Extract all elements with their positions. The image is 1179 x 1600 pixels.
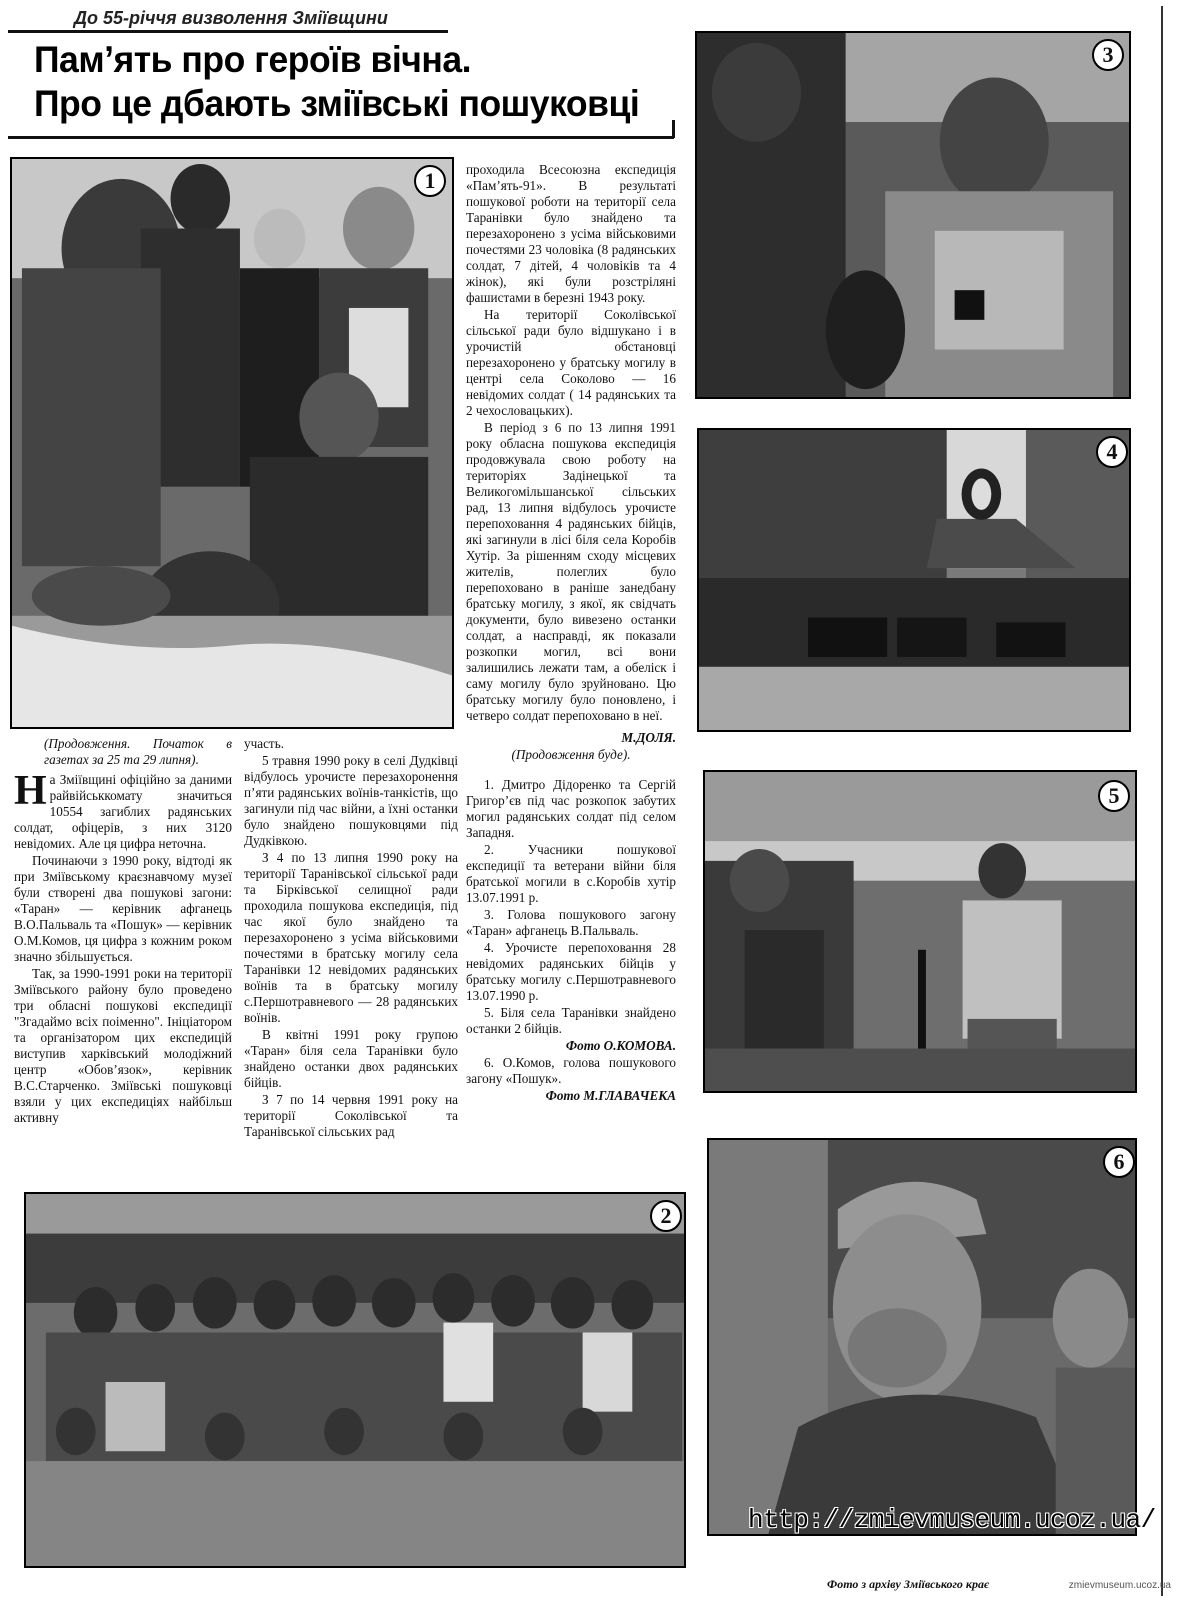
- caption-4: 4. Урочисте перепоховання 28 невідомих радянських бійців у братську могилу с.Першотравневого 13.07.1990 р.: [466, 940, 676, 1003]
- headline-line-1: Пам’ять про героїв вічна.: [34, 39, 472, 80]
- article-headline: [34, 38, 648, 126]
- article-paragraph-4: участь.: [244, 736, 285, 751]
- footer-site-label: zmievmuseum.ucoz.ua: [1068, 1580, 1171, 1591]
- author-signature: М.ДОЛЯ.: [621, 730, 676, 745]
- caption-1: 1. Дмитро Дідоренко та Сергій Григор’єв під час розкопок забутих могил радянських солдат під селом Западня.: [466, 777, 676, 840]
- article-paragraph-3: Так, за 1990-1991 роки на території Зміївського району було проведено три обласні пошукові експедиції "Згадаймо всіх поіменно". Ініціатором та організатором цих експедицій виступив харківський молодіжний центр «Обов’язок», керівник В.С.Старченко. Зміївські пошуковці взяли у цих експедиціях найбільш активну: [14, 966, 232, 1125]
- dropcap-letter: Н: [14, 768, 47, 814]
- photo-6: [707, 1138, 1137, 1536]
- article-column-3: [466, 162, 676, 1182]
- photo-credit-1: Фото О.КОМОВА.: [565, 1038, 676, 1053]
- article-kicker: До 55-річчя визволення Зміївщини: [74, 8, 388, 28]
- archive-credit: Фото з архіву Зміївського крає: [827, 1577, 989, 1591]
- site-watermark: http://zmievmuseum.ucoz.ua/: [748, 1505, 1156, 1535]
- kicker-rule: [8, 30, 448, 33]
- caption-3: 3. Голова пошукового загону «Таран» афганець В.Пальваль.: [466, 907, 676, 938]
- continuation-note: (Продовження. Початок в газетах за 25 та 29 липня).: [44, 736, 232, 767]
- photo-2: [24, 1192, 686, 1568]
- caption-6: 6. О.Комов, голова пошукового загону «Пошук».: [466, 1055, 676, 1086]
- article-column-1: [14, 736, 232, 1186]
- headline-rule: [8, 136, 674, 139]
- headline-line-2: Про це дбають зміївські пошуковці: [34, 83, 640, 124]
- photo-6-number-badge: 6: [1103, 1146, 1135, 1178]
- to-be-continued-note: (Продовження буде).: [511, 747, 631, 762]
- article-paragraph-9: проходила Всесоюзна експедиція «Пам’ять-91». В результаті пошукової роботи на території села Таранівки було знайдено та перезахоронено з усіма військовими почестями 23 чоловіка (8 радянських солдат, 7 дітей, 4 чоловіків та 4 жінок), які були розстріляні фашистами в березні 1943 року.: [466, 162, 676, 305]
- article-paragraph-7: В квітні 1991 року групою «Таран» біля села Таранівки було знайдено останки двох радянських бійців.: [244, 1027, 458, 1090]
- article-paragraph-5: 5 травня 1990 року в селі Дудківці відбулось урочисте перезахоронення п’яти радянських воїнів-танкістів, що загинули під час війни, а їхні останки було знайдено пошуковцями під Дудківкою.: [244, 753, 458, 848]
- photo-3-number-badge: 3: [1092, 39, 1124, 71]
- caption-2: 2. Учасники пошукової експедиції та ветерани війни біля братської могили в с.Коробів хутір 13.07.1991 р.: [466, 842, 676, 905]
- photo-credit-2: Фото М.ГЛАВАЧЕКА: [545, 1088, 676, 1103]
- article-paragraph-11: В період з 6 по 13 липня 1991 року обласна пошукова експедиція продовжувала свою роботу на територіях Задінецької та Великогомільшанської сільських рад, 13 липня відбулось урочисте перепоховання 4 радянських бійців, які загинули в лісі біля села Коробів Хутір. За рішенням сходу місцевих жителів, полеглих було перепоховано в раніше занедбану братську могилу, з якої, як свідчать документи, було вивезено останки солдат, а насправді, як показали розкопки могил, всі вони залишились лежати там, а обеліск і саму могилу було зруйновано. Цю братську могилу було поновлено, і четверо солдат перепоховано в неї.: [466, 420, 676, 723]
- photo-5: [703, 770, 1137, 1093]
- article-paragraph-10: На території Соколівської сільської ради було відшукано і в урочистій обстановці перезахоронено у братську могилу в центрі села Соколово — 16 невідомих солдат ( 14 радянських та 2 чехословацьких).: [466, 307, 676, 418]
- photo-4: [697, 428, 1131, 732]
- article-paragraph-2: Починаючи з 1990 року, відтоді як при Зміївському краєзнавчому музеї були створені два пошукові загони: «Таран» — керівник афганець В.О.Пальваль та «Пошук» — керівник О.М.Комов, ця цифра з кожним роком значно збільшується.: [14, 853, 232, 964]
- caption-5: 5. Біля села Таранівки знайдено останки 2 бійців.: [466, 1005, 676, 1036]
- photo-2-number-badge: 2: [650, 1200, 682, 1232]
- photo-4-number-badge: 4: [1096, 436, 1128, 468]
- photo-1-number-badge: 1: [414, 165, 446, 197]
- page-edge-rule: [1161, 6, 1163, 1596]
- photo-1: [10, 157, 454, 729]
- article-paragraph-6: З 4 по 13 липня 1990 року на території Таранівської сільської ради та Бірківської селищної ради проходила пошукова експедиція, під час якої було знайдено та перезахоронено з усіма військовими почестями в братську могилу села Таранівки 12 невідомих радянських воїнів та в братську могилу с.Першотравневого — 28 радянських воїнів.: [244, 850, 458, 1025]
- photo-3: [695, 31, 1131, 399]
- photo-captions: [466, 777, 676, 1104]
- article-paragraph-1: На Зміївщині офіційно за даними райвійськкомату значиться 10554 загиблих радянських солдат, офіцерів, з них 3120 невідомих. Але ця цифра неточна.: [14, 768, 232, 851]
- headline-corner-rule: [672, 120, 675, 138]
- photo-5-number-badge: 5: [1098, 780, 1130, 812]
- article-column-2: [244, 736, 458, 1186]
- article-paragraph-8: З 7 по 14 червня 1991 року на території Соколівської та Таранівської сільських рад: [244, 1092, 458, 1139]
